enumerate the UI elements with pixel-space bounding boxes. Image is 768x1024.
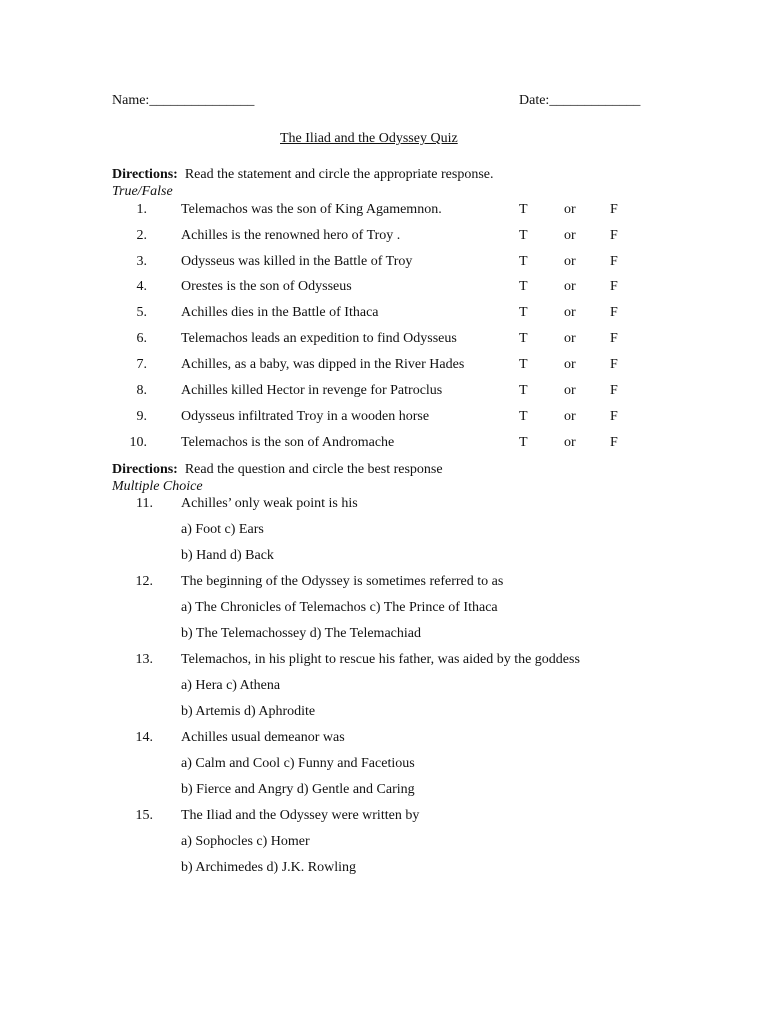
- or-label: or: [564, 254, 576, 269]
- question-text: Telemachos is the son of Andromache: [181, 435, 395, 450]
- true-option: T: [519, 357, 528, 372]
- question-number: 9.: [136, 409, 147, 424]
- true-option: T: [519, 279, 528, 294]
- question-number: 12.: [135, 574, 153, 589]
- or-label: or: [564, 228, 576, 243]
- false-option: F: [610, 254, 618, 269]
- answer-options-row: b) Hand d) Back: [181, 548, 274, 563]
- question-number: 2.: [136, 228, 147, 243]
- true-option: T: [519, 409, 528, 424]
- true-option: T: [519, 383, 528, 398]
- date-field-label: Date:_____________: [519, 93, 641, 108]
- true-option: T: [519, 435, 528, 450]
- directions-line-true-false: [112, 167, 494, 183]
- question-number: 1.: [136, 202, 147, 217]
- question-number: 8.: [136, 383, 147, 398]
- or-label: or: [564, 409, 576, 424]
- question-number: 3.: [136, 254, 147, 269]
- answer-options-row: a) Calm and Cool c) Funny and Facetious: [181, 756, 415, 771]
- question-number: 5.: [136, 305, 147, 320]
- false-option: F: [610, 435, 618, 450]
- question-text: Achilles killed Hector in revenge for Patroclus: [181, 383, 443, 398]
- true-option: T: [519, 305, 528, 320]
- question-text: The Iliad and the Odyssey were written by: [181, 808, 420, 823]
- question-text: Telemachos leads an expedition to find Odysseus: [181, 331, 457, 346]
- false-option: F: [610, 228, 618, 243]
- question-text: Telemachos was the son of King Agamemnon.: [181, 202, 442, 217]
- answer-options-row: b) Artemis d) Aphrodite: [181, 704, 316, 719]
- question-text: Achilles is the renowned hero of Troy .: [181, 228, 401, 243]
- directions-text: Read the statement and circle the appropriate response.: [184, 167, 494, 182]
- false-option: F: [610, 279, 618, 294]
- false-option: F: [610, 383, 618, 398]
- false-option: F: [610, 409, 618, 424]
- answer-options-row: a) Sophocles c) Homer: [181, 834, 310, 849]
- page-title: The Iliad and the Odyssey Quiz: [280, 131, 458, 146]
- answer-options-row: a) Foot c) Ears: [181, 522, 264, 537]
- or-label: or: [564, 383, 576, 398]
- question-text: Achilles, as a baby, was dipped in the River Hades: [181, 357, 465, 372]
- true-option: T: [519, 331, 528, 346]
- false-option: F: [610, 305, 618, 320]
- section-subtitle-true-false: True/False: [112, 184, 173, 199]
- or-label: or: [564, 279, 576, 294]
- true-option: T: [519, 202, 528, 217]
- question-number: 15.: [135, 808, 153, 823]
- true-option: T: [519, 228, 528, 243]
- answer-options-row: b) Archimedes d) J.K. Rowling: [181, 860, 356, 875]
- or-label: or: [564, 202, 576, 217]
- false-option: F: [610, 331, 618, 346]
- name-field-label: Name:_______________: [112, 93, 255, 108]
- question-text: Odysseus was killed in the Battle of Troy: [181, 254, 413, 269]
- or-label: or: [564, 331, 576, 346]
- directions-label: Directions:: [112, 167, 178, 182]
- false-option: F: [610, 357, 618, 372]
- question-text: The beginning of the Odyssey is sometimes referred to as: [181, 574, 504, 589]
- answer-options-row: b) The Telemachossey d) The Telemachiad: [181, 626, 421, 641]
- question-text: Telemachos, in his plight to rescue his father, was aided by the goddess: [181, 652, 580, 667]
- false-option: F: [610, 202, 618, 217]
- question-text: Achilles’ only weak point is his: [181, 496, 358, 511]
- answer-options-row: a) The Chronicles of Telemachos c) The Prince of Ithaca: [181, 600, 498, 615]
- directions-line-multiple-choice: [112, 462, 443, 478]
- section-subtitle-multiple-choice: Multiple Choice: [112, 479, 203, 494]
- or-label: or: [564, 357, 576, 372]
- or-label: or: [564, 305, 576, 320]
- true-option: T: [519, 254, 528, 269]
- or-label: or: [564, 435, 576, 450]
- answer-options-row: a) Hera c) Athena: [181, 678, 281, 693]
- question-number: 4.: [136, 279, 147, 294]
- directions-label: Directions:: [112, 462, 178, 477]
- answer-options-row: b) Fierce and Angry d) Gentle and Caring: [181, 782, 415, 797]
- question-number: 14.: [135, 730, 153, 745]
- question-text: Orestes is the son of Odysseus: [181, 279, 352, 294]
- directions-text: Read the question and circle the best response: [184, 462, 443, 477]
- question-number: 6.: [136, 331, 147, 346]
- question-number: 13.: [135, 652, 153, 667]
- question-number: 10.: [129, 435, 147, 450]
- question-text: Achilles usual demeanor was: [181, 730, 345, 745]
- question-text: Achilles dies in the Battle of Ithaca: [181, 305, 379, 320]
- question-number: 7.: [136, 357, 147, 372]
- question-number: 11.: [136, 496, 153, 511]
- question-text: Odysseus infiltrated Troy in a wooden horse: [181, 409, 430, 424]
